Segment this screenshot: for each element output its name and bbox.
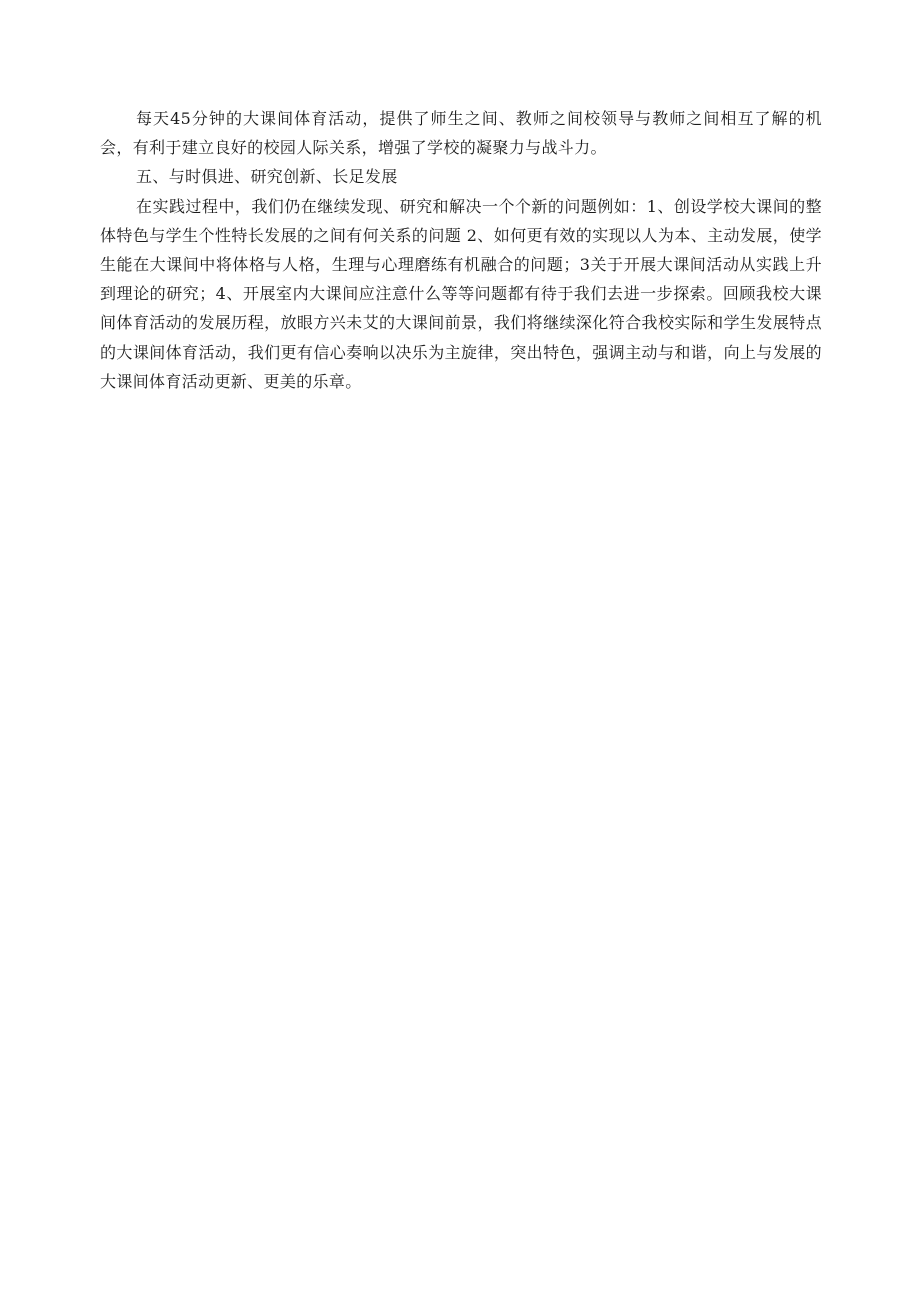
section-heading-five: 五、与时俱进、研究创新、长足发展: [136, 167, 398, 187]
paragraph-practice: 在实践过程中，我们仍在继续发现、研究和解决一个个新的问题例如：1、创设学校大课间的整体特色与学生个性特长发展的之间有何关系的问题 2、如何更有效的实现以人为本、主动发展，使学生能在大课间中将体格与人格，生理与心理磨练有机融合的问题；3关于开展大课间活动从实践上升到理论的研究；4、开展室内大课间应注意什么等等问题都有待于我们去进一步探索。回顾我校大课间体育活动的发展历程，放眼方兴未艾的大课间前景，我们将继续深化符合我校实际和学生发展特点的大课间体育活动，我们更有信心奏响以决乐为主旋律，突出特色，强调主动与和谐，向上与发展的大课间体育活动更新、更美的乐章。: [100, 196, 822, 391]
document-page: [100, 104, 822, 396]
paragraph-benefits: 每天45分钟的大课间体育活动，提供了师生之间、教师之间校领导与教师之间相互了解的机会，有利于建立良好的校园人际关系，增强了学校的凝聚力与战斗力。: [100, 109, 822, 158]
